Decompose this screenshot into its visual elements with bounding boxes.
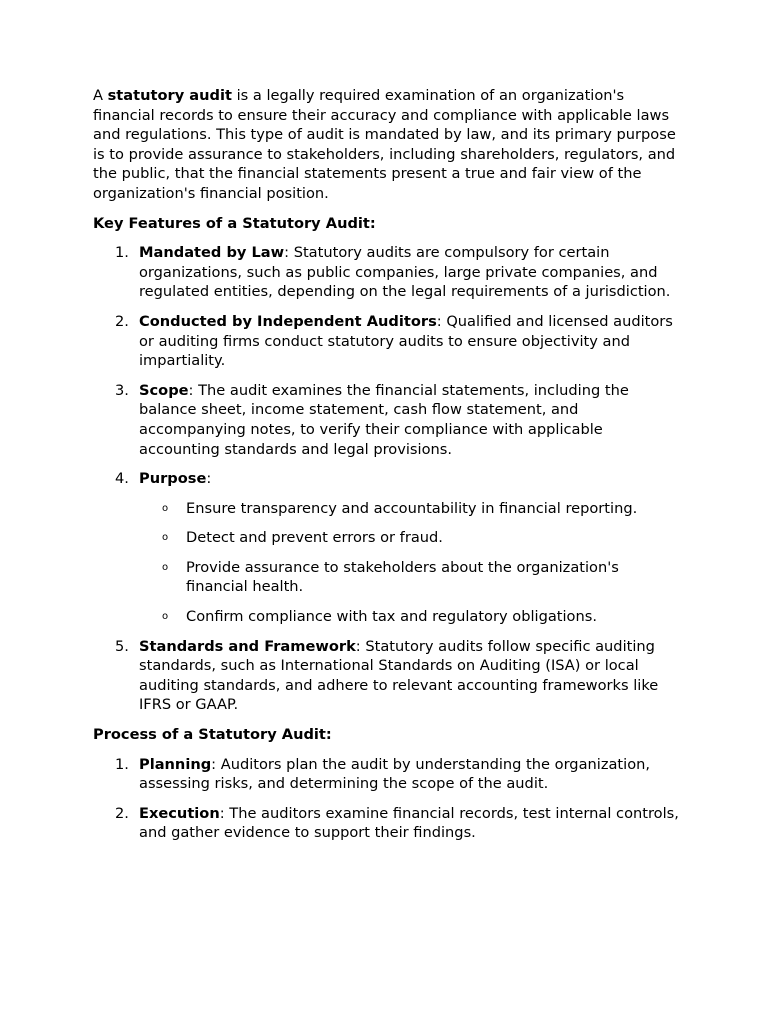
feature-text: : Statutory audits follow specific auditing standards, such as International Standards on Auditing (ISA) or local auditing standards, and adhere to relevant accounting frameworks like IFRS or GAAP. (139, 637, 659, 714)
intro-paragraph (93, 86, 683, 204)
feature-title: Purpose (139, 470, 207, 488)
process-item-planning (93, 755, 683, 794)
intro-prefix: A (93, 87, 108, 104)
feature-item-standards (93, 637, 683, 715)
feature-text: : Statutory audits are compulsory for certain organizations, such as public companies, large private companies, and regulated entities, depending on the legal requirements of a jurisdiction. (139, 244, 671, 301)
sub-list-item (139, 558, 683, 597)
feature-text: : The audit examines the financial statements, including the balance sheet, income statement, cash flow statement, and accompanying notes, to verify their compliance with applicable accounting standards and legal provisions. (139, 381, 629, 458)
feature-item-purpose (93, 469, 683, 627)
bullet-circle-icon: o (162, 561, 169, 573)
process-text: : The auditors examine financial records, test internal controls, and gather evidence to support their findings. (139, 804, 679, 842)
feature-text: : Qualified and licensed auditors or auditing firms conduct statutory audits to ensure objectivity and impartiality. (139, 312, 673, 370)
sub-item-text: Provide assurance to stakeholders about the organization's financial health. (186, 558, 619, 596)
features-heading: Key Features of a Statutory Audit: (93, 214, 376, 232)
feature-item-mandated (93, 243, 683, 302)
list-number: 3. (115, 381, 129, 399)
feature-title: Conducted by Independent Auditors (139, 312, 437, 330)
process-text: : Auditors plan the audit by understanding the organization, assessing risks, and determining the scope of the audit. (139, 755, 651, 793)
sub-list-item (139, 499, 683, 519)
list-number: 4. (115, 470, 129, 488)
document-page (93, 86, 683, 853)
intro-text: is a legally required examination of an organization's financial records to ensure their accuracy and compliance with applicable laws and regulations. This type of audit is mandated by law, and its primary purpose is to provide assurance to stakeholders, including shareholders, regulators, and the public, that the financial statements present a true and fair view of the organization's financial position. (93, 87, 676, 202)
process-title: Execution (139, 804, 220, 822)
process-title: Planning (139, 755, 212, 773)
process-list (93, 755, 683, 843)
bullet-circle-icon: o (162, 532, 169, 544)
intro-term: statutory audit (107, 87, 232, 104)
list-number: 2. (115, 804, 129, 822)
feature-text: : (206, 470, 212, 488)
list-number: 1. (115, 244, 129, 262)
list-number: 1. (115, 755, 129, 773)
purpose-sublist (139, 499, 683, 627)
sub-list-item (139, 528, 683, 548)
sub-item-text: Detect and prevent errors or fraud. (186, 529, 443, 547)
sub-item-text: Confirm compliance with tax and regulatory obligations. (186, 608, 597, 626)
bullet-circle-icon: o (162, 502, 169, 514)
list-number: 5. (115, 637, 129, 655)
features-list (93, 243, 683, 715)
bullet-circle-icon: o (162, 611, 169, 623)
sub-item-text: Ensure transparency and accountability in financial reporting. (186, 499, 638, 517)
feature-title: Scope (139, 381, 189, 399)
process-item-execution (93, 804, 683, 843)
feature-title: Mandated by Law (139, 244, 285, 262)
list-number: 2. (115, 312, 129, 330)
process-heading: Process of a Statutory Audit: (93, 726, 332, 744)
sub-list-item (139, 607, 683, 627)
feature-title: Standards and Framework (139, 637, 356, 655)
feature-item-scope (93, 381, 683, 459)
feature-item-independent (93, 312, 683, 371)
